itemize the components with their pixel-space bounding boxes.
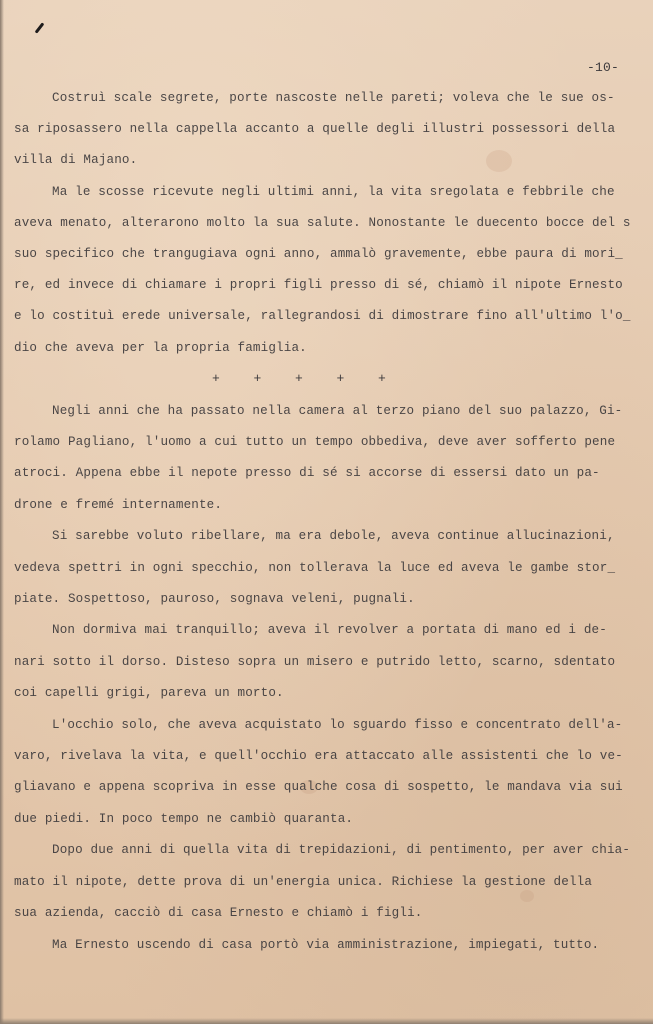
text-line: Negli anni che ha passato nella camera al terzo piano del suo palazzo, Gi- [52, 404, 623, 418]
paper-left-edge [0, 0, 4, 1024]
paper-bottom-edge [0, 1018, 653, 1024]
text-line: e lo costituì erede universale, rallegrandosi di dimostrare fino all'ultimo l'o_ [14, 309, 631, 323]
text-line: mato il nipote, dette prova di un'energia unica. Richiese la gestione della [14, 875, 593, 889]
text-line: Costruì scale segrete, porte nascoste nelle pareti; voleva che le sue os- [52, 91, 615, 105]
text-line: Ma Ernesto uscendo di casa portò via amministrazione, impiegati, tutto. [52, 938, 600, 952]
text-line: varo, rivelava la vita, e quell'occhio era attaccato alle assistenti che lo ve- [14, 749, 623, 763]
text-line: due piedi. In poco tempo ne cambiò quaranta. [14, 812, 354, 826]
ink-mark [35, 22, 45, 33]
text-line: rolamo Pagliano, l'uomo a cui tutto un tempo obbediva, deve aver sofferto pene [14, 435, 616, 449]
text-line: aveva menato, alterarono molto la sua salute. Nonostante le duecento bocce del s [14, 216, 631, 230]
paper-stain [520, 890, 534, 902]
text-line: Si sarebbe voluto ribellare, ma era debole, aveva continue allucinazioni, [52, 529, 615, 543]
text-line: suo specifico che trangugiava ogni anno, ammalò gravemente, ebbe paura di mori_ [14, 247, 623, 261]
text-line: nari sotto il dorso. Disteso sopra un misero e putrido letto, scarno, sdentato [14, 655, 616, 669]
text-line: L'occhio solo, che aveva acquistato lo sguardo fisso e concentrato dell'a- [52, 718, 623, 732]
text-line: dio che aveva per la propria famiglia. [14, 341, 307, 355]
page-number: -10- [587, 60, 620, 75]
text-line: vedeva spettri in ogni specchio, non tollerava la luce ed aveva le gambe stor_ [14, 561, 616, 575]
text-line: coi capelli grigi, pareva un morto. [14, 686, 284, 700]
text-line: gliavano e appena scopriva in esse qualche cosa di sospetto, le mandava via sui [14, 780, 623, 794]
text-line: Dopo due anni di quella vita di trepidazioni, di pentimento, per aver chia- [52, 843, 631, 857]
text-line: piate. Sospettoso, pauroso, sognava veleni, pugnali. [14, 592, 415, 606]
text-line: Ma le scosse ricevute negli ultimi anni, la vita sregolata e febbrile che [52, 185, 615, 199]
text-line: atroci. Appena ebbe il nepote presso di sé si accorse di essersi dato un pa- [14, 466, 600, 480]
text-line: sa riposassero nella cappella accanto a quelle degli illustri possessori della [14, 122, 616, 136]
text-line: re, ed invece di chiamare i propri figli presso di sé, chiamò il nipote Ernesto [14, 278, 623, 292]
text-line: drone e fremé internamente. [14, 498, 223, 512]
section-separator: + + + + + [212, 371, 387, 386]
text-line: Non dormiva mai tranquillo; aveva il revolver a portata di mano ed i de- [52, 623, 607, 637]
text-line: villa di Majano. [14, 153, 138, 167]
text-line: sua azienda, cacciò di casa Ernesto e chiamò i figli. [14, 906, 423, 920]
